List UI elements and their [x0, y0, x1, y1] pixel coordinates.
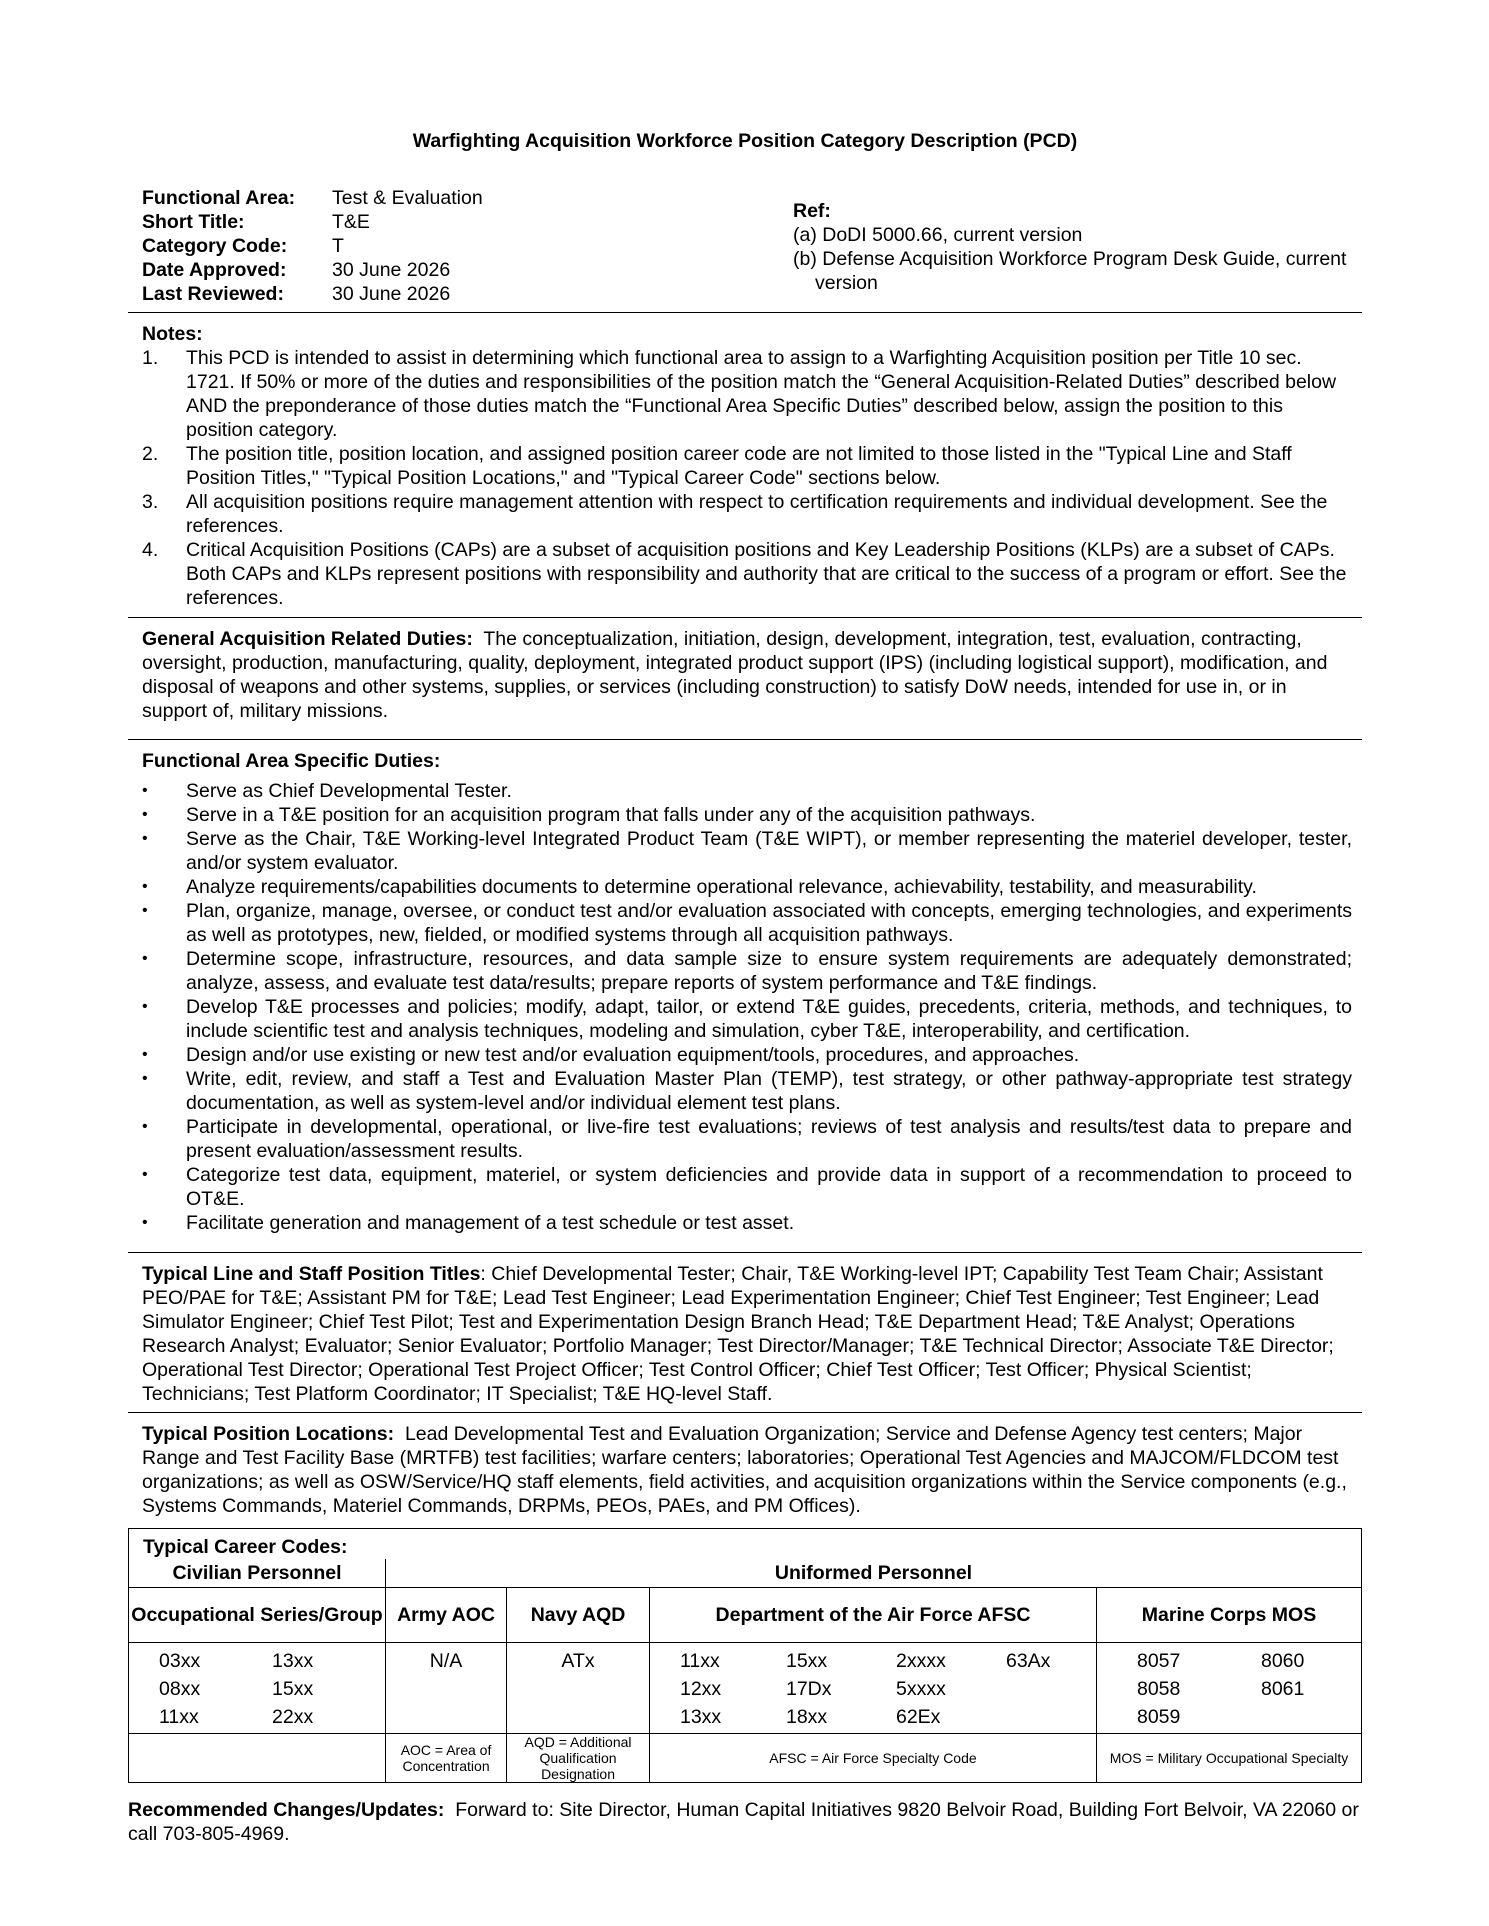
position-titles-text: : Chief Developmental Tester; Chair, T&E Working-level IPT; Capability Test Team Chair; Assistant PEO/PAE for T&E; Assistant PM for T&E; Lead Test Engineer; Lead Experimentation Engineer; Chief Test Engineer; Test Engineer; Lead Simulator Engineer; Chief Test Pilot; Test and Experimentation Design Branch Head; T&E Department Head; T&E Analyst; Operations Research Analyst; Evaluator; Senior Evaluator; Portfolio Manager; Test Director/Manager; T&E Technical Director; Associate T&E Director; Operational Test Director; Operational Test Project Officer; Test Control Officer; Chief Test Officer; Test Officer; Physical Scientist; Technicians; Test Platform Coordinator; IT Specialist; T&E HQ-level Staff. — [142, 1263, 1334, 1405]
bullet-icon: • — [142, 1046, 148, 1063]
column-header-air-force: Department of the Air Force AFSC — [649, 1588, 1096, 1643]
civilian-footnote-cell — [129, 1734, 386, 1783]
meta-value: 30 June 2026 — [332, 259, 451, 281]
code-value: 15xx — [785, 1650, 828, 1672]
air-force-codes-grid — [650, 1643, 1096, 1733]
notes-section — [142, 322, 1352, 610]
duty-item — [142, 827, 1352, 875]
army-codes-grid — [386, 1643, 506, 1677]
air-force-codes-cell — [649, 1643, 1096, 1734]
duty-item — [142, 995, 1352, 1043]
code-value — [1006, 1675, 1096, 1703]
bullet-icon: • — [142, 1118, 148, 1135]
duty-text: Serve as Chief Developmental Tester. — [186, 780, 512, 802]
code-value: 12xx — [679, 1678, 722, 1700]
code-value: 8059 — [1136, 1706, 1181, 1728]
bullet-icon: • — [142, 830, 148, 847]
meta-value: 30 June 2026 — [332, 283, 451, 305]
divider — [128, 312, 1362, 313]
notes-heading: Notes: — [142, 323, 203, 345]
reference-item: (b) Defense Acquisition Workforce Program Desk Guide, current version — [793, 248, 1347, 294]
duty-text: Determine scope, infrastructure, resources, and data sample size to ensure system requirements are adequately demonstrated; analyze, assess, and evaluate test data/results; prepare reports of system performance and T&E findings. — [186, 948, 1352, 994]
duty-item — [142, 875, 1352, 899]
divider — [128, 1412, 1362, 1413]
note-item — [142, 538, 1352, 610]
meta-value: T&E — [332, 211, 370, 233]
table-row — [129, 1643, 1362, 1734]
code-value: 8058 — [1136, 1678, 1181, 1700]
duty-text: Design and/or use existing or new test and/or evaluation equipment/tools, procedures, and approaches. — [186, 1044, 1080, 1066]
divider — [128, 1252, 1362, 1253]
career-codes-table — [128, 1528, 1362, 1783]
general-duties-label: General Acquisition Related Duties: — [142, 628, 473, 650]
civilian-heading: Civilian Personnel — [129, 1559, 386, 1588]
code-value — [1261, 1703, 1361, 1731]
army-codes-cell — [386, 1643, 507, 1734]
duty-text: Develop T&E processes and policies; modify, adapt, tailor, or extend T&E guides, precedents, criteria, methods, and techniques, to include scientific test and analysis techniques, modeling and simulation, cyber T&E, interoperability, and certification. — [186, 996, 1352, 1042]
reference-block — [793, 199, 1362, 295]
duty-item — [142, 1115, 1352, 1163]
meta-label: Functional Area: — [142, 187, 296, 209]
code-value: 5xxxx — [895, 1678, 946, 1700]
code-value: 22xx — [272, 1706, 314, 1728]
column-header-navy: Navy AQD — [507, 1588, 650, 1643]
notes-list — [142, 346, 1352, 610]
specific-duties-heading: Functional Area Specific Duties: — [142, 750, 441, 772]
meta-label: Date Approved: — [142, 259, 287, 281]
bullet-icon: • — [142, 1166, 148, 1183]
code-value: 63Ax — [1005, 1650, 1051, 1672]
position-locations-text: Lead Developmental Test and Evaluation Organization; Service and Defense Agency test centers; Major Range and Test Facility Base (MRTFB) test facilities; warfare centers; laboratories; Operational Test Agencies and MAJCOM/FLDCOM test organizations; as well as OSW/Service/HQ staff elements, field activities, and acquisition organizations within the Service components (e.g., Systems Commands, Materiel Commands, DRPMs, PEOs, PAEs, and PM Offices). — [142, 1423, 1347, 1517]
code-value: ATx — [561, 1650, 595, 1672]
air-force-footnote: AFSC = Air Force Specialty Code — [649, 1734, 1096, 1783]
position-titles-section — [142, 1262, 1352, 1406]
navy-codes-cell — [507, 1643, 650, 1734]
code-value: 8057 — [1136, 1650, 1181, 1672]
table-row — [129, 1588, 1362, 1643]
code-value: 8061 — [1260, 1678, 1305, 1700]
duty-text: Facilitate generation and management of a test schedule or test asset. — [186, 1212, 795, 1234]
general-duties-section — [142, 627, 1352, 723]
divider — [128, 617, 1362, 618]
duty-item — [142, 803, 1352, 827]
document-title: Warfighting Acquisition Workforce Position Category Description (PCD) — [412, 130, 1078, 152]
code-value: 2xxxx — [895, 1650, 946, 1672]
table-row — [129, 1529, 1362, 1560]
note-item — [142, 490, 1352, 538]
reference-heading: Ref: — [793, 200, 831, 222]
specific-duties-section — [142, 749, 1352, 1235]
code-value: 18xx — [785, 1706, 828, 1728]
navy-codes-grid — [507, 1643, 649, 1677]
code-value: 11xx — [679, 1650, 720, 1672]
meta-row — [142, 258, 483, 282]
recommended-changes — [128, 1798, 1362, 1846]
bullet-icon: • — [142, 902, 148, 919]
table-row — [129, 1734, 1362, 1783]
code-value: N/A — [429, 1650, 463, 1672]
duty-text: Analyze requirements/capabilities documents to determine operational relevance, achievability, testability, and measurability. — [186, 876, 1257, 898]
note-text: The position title, position location, and assigned position career code are not limited to those listed in the "Typical Line and Staff Position Titles," "Typical Position Locations," and "Typical Career Code" sections below. — [186, 443, 1292, 489]
meta-row — [142, 186, 483, 210]
note-item — [142, 346, 1352, 442]
note-text: This PCD is intended to assist in determining which functional area to assign to a Warfighting Acquisition position per Title 10 sec. 1721. If 50% or more of the duties and responsibilities of the position match the “General Acquisition-Related Duties” described below AND the preponderance of those duties match the “Functional Area Specific Duties” described below, assign the position to this position category. — [186, 347, 1337, 441]
marine-footnote: MOS = Military Occupational Specialty — [1096, 1734, 1361, 1783]
meta-label: Short Title: — [142, 211, 245, 233]
civilian-codes-grid — [129, 1643, 385, 1733]
bullet-icon: • — [142, 1214, 148, 1231]
note-number: 3. — [142, 491, 159, 513]
column-header-army: Army AOC — [386, 1588, 507, 1643]
navy-footnote: AQD = Additional Qualification Designation — [507, 1734, 650, 1783]
marine-codes-grid — [1097, 1643, 1361, 1733]
note-number: 2. — [142, 443, 159, 465]
code-value: 17Dx — [785, 1678, 832, 1700]
table-row — [129, 1559, 1362, 1588]
duty-text: Serve as the Chair, T&E Working-level Integrated Product Team (T&E WIPT), or member representing the materiel developer, tester, and/or system evaluator. — [186, 828, 1352, 874]
metadata-block — [142, 186, 483, 306]
note-number: 4. — [142, 539, 159, 561]
reference-item: (a) DoDI 5000.66, current version — [793, 224, 1083, 246]
code-value: 8060 — [1260, 1650, 1305, 1672]
code-value: 03xx — [159, 1650, 201, 1672]
duty-text: Serve in a T&E position for an acquisition program that falls under any of the acquisition pathways. — [186, 804, 1036, 826]
note-number: 1. — [142, 347, 159, 369]
code-value: 62Ex — [895, 1706, 941, 1728]
duty-item — [142, 1067, 1352, 1115]
marine-codes-cell — [1096, 1643, 1361, 1734]
code-value: 13xx — [679, 1706, 722, 1728]
duty-text: Participate in developmental, operational, or live-fire test evaluations; reviews of test analysis and results/test data to prepare and present evaluation/assessment results. — [186, 1116, 1352, 1162]
duty-item — [142, 1163, 1352, 1211]
bullet-icon: • — [142, 1070, 148, 1087]
duty-item — [142, 1211, 1352, 1235]
uniformed-heading: Uniformed Personnel — [386, 1559, 1362, 1588]
army-footnote: AOC = Area of Concentration — [386, 1734, 507, 1783]
meta-value: Test & Evaluation — [332, 187, 483, 209]
civilian-codes-cell — [129, 1643, 386, 1734]
duty-item — [142, 1043, 1352, 1067]
code-value: 13xx — [272, 1650, 314, 1672]
note-text: All acquisition positions require management attention with respect to certification requirements and individual development. See the references. — [186, 491, 1328, 537]
duty-text: Plan, organize, manage, oversee, or conduct test and/or evaluation associated with concepts, emerging technologies, and experiments as well as prototypes, new, fielded, or modified systems through all acquisition pathways. — [186, 900, 1352, 946]
meta-row — [142, 234, 483, 258]
code-value — [1006, 1703, 1096, 1731]
document-header — [128, 186, 1362, 310]
bullet-icon: • — [142, 806, 148, 823]
bullet-icon: • — [142, 782, 148, 799]
position-titles-label: Typical Line and Staff Position Titles — [142, 1263, 481, 1285]
bullet-icon: • — [142, 950, 148, 967]
note-item — [142, 442, 1352, 490]
position-locations-section — [142, 1422, 1352, 1518]
meta-row — [142, 282, 483, 306]
position-locations-label: Typical Position Locations: — [142, 1423, 395, 1445]
code-value: 08xx — [159, 1678, 201, 1700]
recommended-changes-text: Forward to: Site Director, Human Capital Initiatives 9820 Belvoir Road, Building Fort Belvoir, VA 22060 or call 703-805-4969. — [128, 1799, 1359, 1845]
column-header-marine: Marine Corps MOS — [1096, 1588, 1361, 1643]
column-header-civilian: Occupational Series/Group — [129, 1588, 386, 1643]
duty-text: Write, edit, review, and staff a Test and Evaluation Master Plan (TEMP), test strategy, or other pathway-appropriate test strategy documentation, as well as system-level and/or individual element test plans. — [186, 1068, 1352, 1114]
recommended-changes-label: Recommended Changes/Updates: — [128, 1799, 445, 1821]
note-text: Critical Acquisition Positions (CAPs) are a subset of acquisition positions and Key Leadership Positions (KLPs) are a subset of CAPs. Both CAPs and KLPs represent positions with responsibility and authority that are critical to the success of a program or effort. See the references. — [186, 539, 1347, 609]
code-value: 11xx — [159, 1706, 199, 1728]
duty-item — [142, 779, 1352, 803]
specific-duties-list — [142, 779, 1352, 1235]
duty-item — [142, 899, 1352, 947]
code-value: 15xx — [272, 1678, 314, 1700]
bullet-icon: • — [142, 878, 148, 895]
meta-row — [142, 210, 483, 234]
general-duties-text: The conceptualization, initiation, design, development, integration, test, evaluation, contracting, oversight, production, manufacturing, quality, deployment, integrated product support (IPS) (including logistical support), modification, and disposal of weapons and other systems, supplies, or services (including construction) to satisfy DoW needs, intended for use in, or in support of, military missions. — [142, 628, 1328, 722]
divider — [128, 739, 1362, 740]
duty-text: Categorize test data, equipment, materiel, or system deficiencies and provide data in support of a recommendation to proceed to OT&E. — [186, 1164, 1352, 1210]
meta-value: T — [332, 235, 344, 257]
duty-item — [142, 947, 1352, 995]
meta-label: Last Reviewed: — [142, 283, 284, 305]
meta-label: Category Code: — [142, 235, 288, 257]
bullet-icon: • — [142, 998, 148, 1015]
career-codes-heading: Typical Career Codes: — [129, 1529, 1362, 1560]
